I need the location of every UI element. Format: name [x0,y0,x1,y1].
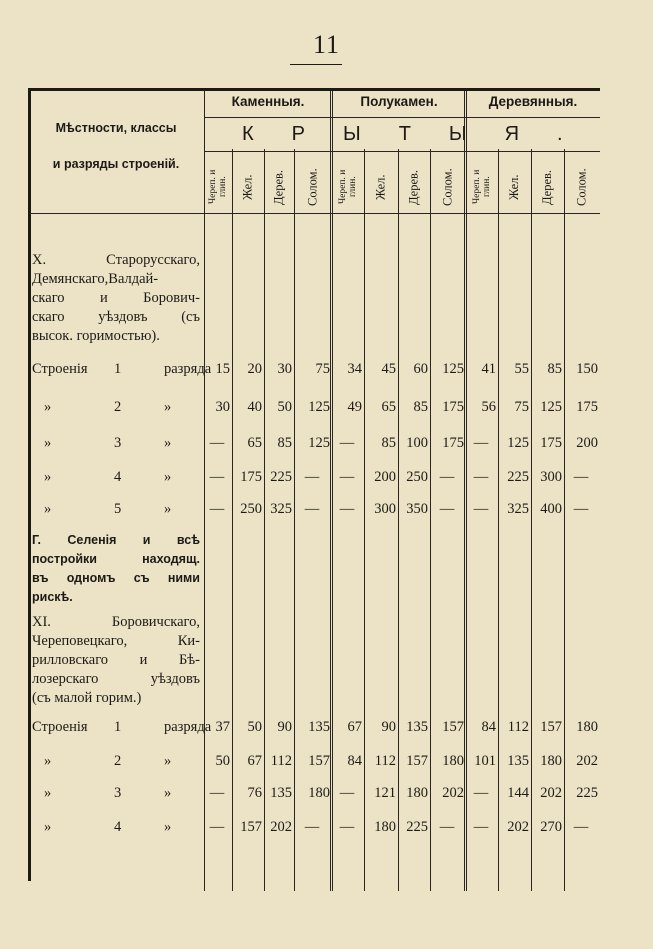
row-label-suffix: » [164,469,172,485]
section-heading-line: постройки находящ. [32,552,200,566]
table-cell: 300 [374,501,396,517]
table-cell: 76 [247,785,262,801]
table-cell: 20 [247,361,262,377]
table-cell: 30 [215,399,230,415]
table-cell: — [339,819,355,835]
row-label-class: 4 [114,819,122,835]
table-cell: — [473,435,489,451]
row-label-word: Строенія [32,361,88,377]
row-label-word: » [44,785,52,801]
table-cell: 112 [270,753,292,769]
column-header: Солом. [440,168,455,206]
table-cell: 157 [406,753,428,769]
section-heading [32,531,200,607]
row-label [32,719,212,739]
column-header: Дерев. [406,169,421,205]
table-cell: 125 [442,361,464,377]
column-header: Жел. [373,174,388,200]
row-label [32,361,212,381]
table-cell: 180 [406,785,428,801]
table-cell: — [339,501,355,517]
table-cell: 65 [247,435,262,451]
column-header: Солом. [305,168,320,206]
table-cell: 30 [277,361,292,377]
table-cell: — [209,785,225,801]
group-title: Деревянныя. [488,94,578,109]
section-heading-line: въ одномъ съ ними [32,571,200,585]
row-label-class: 4 [114,469,122,485]
row-label [32,399,202,419]
table-cell: 350 [406,501,428,517]
table-cell: 55 [514,361,529,377]
table-cell: — [339,469,355,485]
table-cell: 157 [240,819,262,835]
section-heading-line: скаго уѣздовъ (съ [32,309,200,325]
section-heading-line: (съ малой горим.) [32,690,142,706]
table-cell: 37 [215,719,230,735]
table-cell: — [439,501,455,517]
table-cell: 45 [381,361,396,377]
table-cell: 84 [347,753,362,769]
table-cell: 15 [215,361,230,377]
table-cell: — [439,819,455,835]
locality-header-line2: и разряды строеній. [52,157,180,171]
table-cell: 202 [507,819,529,835]
row-label-word: » [44,501,52,517]
locality-header-line1: Мѣстности, классы [55,121,177,135]
table-cell: 84 [481,719,496,735]
row-label-word: » [44,435,52,451]
table-cell: 202 [442,785,464,801]
table-cell: 121 [374,785,396,801]
table-cell: 180 [540,753,562,769]
table-cell: 125 [507,435,529,451]
page-number-rule [290,64,342,65]
roof-header-rule [204,151,600,152]
table-cell: 225 [576,785,598,801]
locality-column-header [28,119,204,173]
group-title: Полукамен. [360,94,438,109]
row-label-suffix: » [164,501,172,517]
header-bottom-rule [28,213,600,214]
table-cell: 200 [374,469,396,485]
table-cell: 325 [507,501,529,517]
section-heading-line: лозерскаго уѣздовъ [32,671,200,687]
table-cell: — [304,501,320,517]
table-cell: 157 [308,753,330,769]
table-cell: 135 [507,753,529,769]
table-cell: — [473,819,489,835]
table-cell: — [439,469,455,485]
section-heading-line: XI. Боровичскаго, [32,614,200,630]
table-cell: 135 [270,785,292,801]
table-cell: 135 [308,719,330,735]
column-header: Солом. [574,168,589,206]
column-header: Жел. [507,174,521,200]
table-cell: 65 [381,399,396,415]
table-cell: 180 [576,719,598,735]
table-cell: — [573,819,589,835]
row-label-suffix: » [164,819,172,835]
table-cell: 202 [270,819,292,835]
row-label-word: » [44,399,52,415]
table-cell: 85 [413,399,428,415]
section-heading [32,251,200,346]
column-header: Жел. [240,174,255,200]
table-cell: — [304,469,320,485]
column-header: Череп. и глин. [338,169,358,205]
table-cell: 200 [576,435,598,451]
table-cell: 49 [347,399,362,415]
table-cell: 202 [576,753,598,769]
page-number: 11 [312,30,341,59]
table-cell: 100 [406,435,428,451]
table-cell: 40 [247,399,262,415]
table-cell: 175 [240,469,262,485]
table-cell: — [473,469,489,485]
row-label-word: » [44,819,52,835]
table-cell: 60 [413,361,428,377]
table-cell: 85 [277,435,292,451]
row-label [32,753,202,773]
table-cell: 175 [442,435,464,451]
table-cell: 157 [442,719,464,735]
row-label [32,819,202,839]
table-cell: 112 [507,719,529,735]
row-label-suffix: » [164,435,172,451]
table-cell: 175 [540,435,562,451]
table-cell: — [209,501,225,517]
row-label-suffix: разряда [164,361,212,377]
table-cell: 112 [374,753,396,769]
row-label-class: 3 [114,435,122,451]
table-cell: — [473,785,489,801]
row-label-word: Строенія [32,719,88,735]
section-heading-line: скаго и Борович- [32,290,200,306]
table-cell: — [573,469,589,485]
table-cell: 101 [474,753,496,769]
row-label-class: 1 [114,719,122,735]
row-label-suffix: » [164,785,172,801]
section-heading-line: Череповецкаго, Ки- [32,633,200,649]
column-header: Дерев. [271,169,286,205]
rates-table [28,88,600,891]
table-cell: 50 [247,719,262,735]
table-cell: 175 [442,399,464,415]
table-cell: 85 [381,435,396,451]
table-cell: 180 [374,819,396,835]
table-cell: 180 [442,753,464,769]
table-cell: 150 [576,361,598,377]
roofs-word: КРЫТЫЯ. [242,123,601,145]
row-label-class: 1 [114,361,122,377]
table-cell: — [573,501,589,517]
row-label-word: » [44,753,52,769]
table-cell: 90 [277,719,292,735]
table-cell: 175 [576,399,598,415]
table-cell: 202 [540,785,562,801]
row-label-suffix: разряда [164,719,212,735]
row-label-class: 5 [114,501,122,517]
table-cell: 225 [507,469,529,485]
column-header: Череп. и глин. [472,169,492,205]
row-label-class: 2 [114,399,122,415]
table-cell: 125 [308,435,330,451]
table-cell: 325 [270,501,292,517]
table-cell: 50 [277,399,292,415]
table-cell: 75 [514,399,529,415]
table-cell: 85 [547,361,562,377]
row-label [32,785,202,805]
table-cell: 270 [540,819,562,835]
section-heading-line: X. Старорусскаго, [32,252,200,268]
table-cell: 180 [308,785,330,801]
table-cell: 135 [406,719,428,735]
row-label [32,501,202,521]
table-cell: 225 [270,469,292,485]
table-cell: — [209,435,225,451]
table-cell: — [473,501,489,517]
row-label-suffix: » [164,399,172,415]
section-heading [32,613,200,708]
table-cell: 34 [347,361,362,377]
column-header: Череп. и глин. [208,169,228,205]
table-cell: — [339,785,355,801]
row-label-suffix: » [164,753,172,769]
table-cell: 41 [481,361,496,377]
table-cell: 157 [540,719,562,735]
table-cell: — [209,469,225,485]
table-cell: 67 [347,719,362,735]
row-label-class: 2 [114,753,122,769]
section-heading-line: рилловскаго и Бѣ- [32,652,200,668]
table-cell: — [304,819,320,835]
table-cell: 400 [540,501,562,517]
table-cell: 250 [406,469,428,485]
column-header: Дерев. [540,169,554,205]
group-header-rule [204,117,600,118]
table-cell: 75 [315,361,330,377]
table-cell: 90 [381,719,396,735]
section-heading-line: Демянскаго,Валдай- [32,271,159,287]
section-heading-line: рискѣ. [32,590,73,604]
table-cell: 300 [540,469,562,485]
row-label-class: 3 [114,785,122,801]
section-heading-line: высок. горимостью). [32,328,160,344]
section-heading-line: Г. Селенія и всѣ [32,533,200,547]
table-cell: — [209,819,225,835]
row-label [32,435,202,455]
table-cell: 250 [240,501,262,517]
table-cell: 144 [507,785,529,801]
table-cell: 50 [215,753,230,769]
table-cell: 56 [481,399,496,415]
group-title: Каменныя. [231,94,305,109]
row-label [32,469,202,489]
table-cell: 125 [540,399,562,415]
row-label-word: » [44,469,52,485]
table-cell: — [339,435,355,451]
table-cell: 225 [406,819,428,835]
table-cell: 125 [308,399,330,415]
table-cell: 67 [247,753,262,769]
